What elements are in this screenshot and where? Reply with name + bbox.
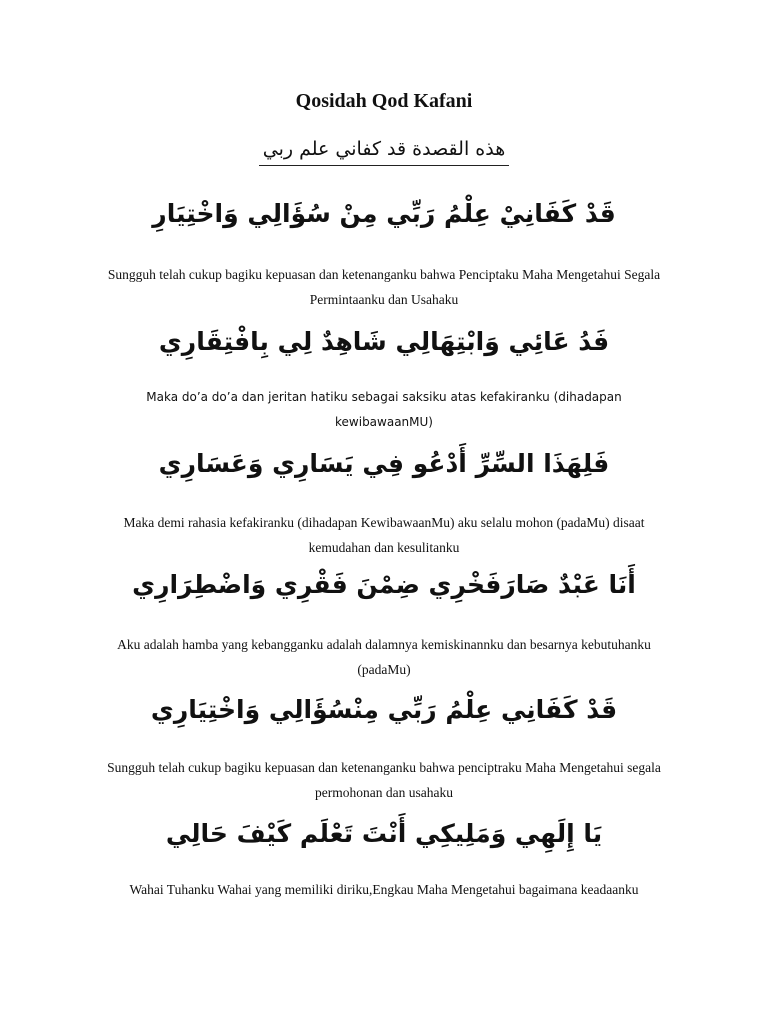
translation-2: Maka do’a do’a dan jeritan hatiku sebagai saksiku atas kefakiranku (dihadapan kewibawaanMU) <box>146 390 622 429</box>
translation-5: Sungguh telah cukup bagiku kepuasan dan ketenanganku bahwa penciptraku Maha Mengetahui segala permohonan dan usahaku <box>107 760 661 800</box>
arabic-verse-5: قَدْ كَفَانِي عِلْمُ رَبِّي مِنْسُؤَالِي وَاخْتِيَارِي <box>150 695 618 724</box>
arabic-verse-4: أَنَا عَبْدٌ صَارَفَخْرِي ضِمْنَ فَقْرِي وَاضْطِرَارِي <box>132 570 636 599</box>
translation-3: Maka demi rahasia kefakiranku (dihadapan KewibawaanMu) aku selalu mohon (padaMu) disaat kemudahan dan kesulitanku <box>123 515 645 555</box>
page-title: Qosidah Qod Kafani <box>295 90 473 112</box>
arabic-verse-3: فَلِهَذَا السِّرِّ أَدْعُو فِي يَسَارِي وَعَسَارِي <box>158 449 610 478</box>
arabic-subtitle <box>0 135 768 166</box>
arabic-subtitle-text: هذه القصدة قد كفاني علم ربي <box>259 135 509 166</box>
arabic-verse-2: فَدُ عَائِي وَابْتِهَالِي شَاهِدٌ لِي بِافْتِقَارِي <box>158 327 610 356</box>
arabic-verse-6: يَا إِلَهِي وَمَلِيكِي أَنْتَ تَعْلَم كَيْفَ حَالِي <box>165 819 603 848</box>
arabic-verse-1: قَدْ كَفَانِيْ عِلْمُ رَبِّي مِنْ سُؤَالِي وَاخْتِيَارِ <box>152 199 616 228</box>
translation-4: Aku adalah hamba yang kebangganku adalah dalamnya kemiskinannku dan besarnya kebutuhanku (padaMu) <box>117 637 651 677</box>
translation-6: Wahai Tuhanku Wahai yang memiliki diriku,Engkau Maha Mengetahui bagaimana keadaanku <box>129 882 639 897</box>
translation-1: Sungguh telah cukup bagiku kepuasan dan ketenanganku bahwa Penciptaku Maha Mengetahui Segala Permintaanku dan Usahaku <box>107 267 661 307</box>
